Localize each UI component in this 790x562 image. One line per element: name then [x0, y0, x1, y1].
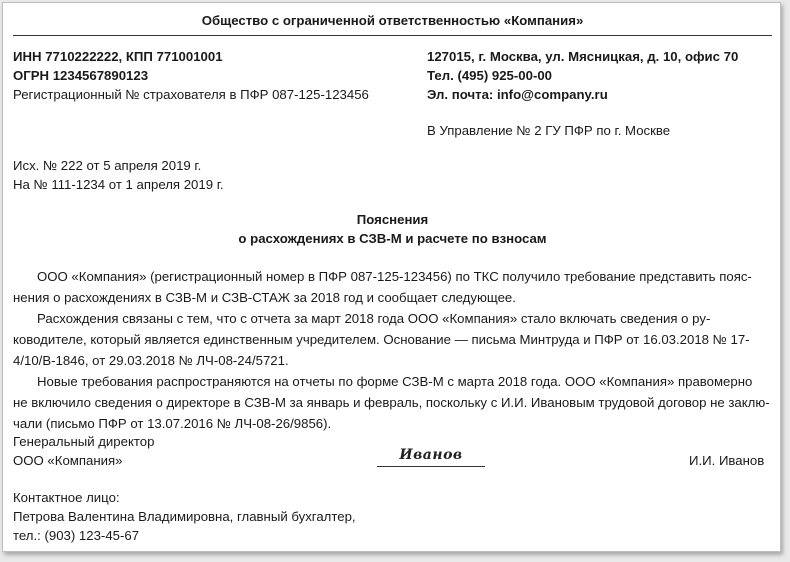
ogrn: ОГРН 1234567890123: [13, 68, 149, 83]
signer-name: И.И. Иванов: [689, 453, 765, 468]
signature-line: [377, 466, 485, 467]
contact-person-label: Контактное лицо:: [13, 490, 120, 505]
body-line: нения о расхождениях в СЗВ-М и СЗВ-СТАЖ за 2018 год и сообщает следующее.: [13, 290, 516, 305]
document-title: Пояснения: [356, 212, 429, 227]
signer-organization: ООО «Компания»: [13, 453, 123, 468]
inn-kpp: ИНН 7710222222, КПП 771001001: [13, 49, 223, 64]
body-line: чали (письмо ПФР от 13.07.2016 № ЛЧ-08-26/9856).: [13, 416, 332, 431]
handwritten-signature: Иванов: [399, 447, 463, 463]
letter-page: [2, 2, 781, 552]
company-address: 127015, г. Москва, ул. Мясницкая, д. 10, офис 70: [427, 49, 739, 64]
company-email: Эл. почта: info@company.ru: [427, 87, 608, 102]
pfr-registration-number: Регистрационный № страхователя в ПФР 087-125-123456: [13, 87, 369, 102]
contact-person-name: Петрова Валентина Владимировна, главный бухгалтер,: [13, 509, 356, 524]
body-line: Новые требования распространяются на отчеты по форме СЗВ-М с марта 2018 года. ООО «Компания» правомерно: [37, 374, 753, 389]
header-divider: [13, 35, 772, 36]
body-line: Расхождения связаны с тем, что с отчета за март 2018 года ООО «Компания» стало включать сведения о ру-: [37, 311, 711, 326]
incoming-reference: На № 111-1234 от 1 апреля 2019 г.: [13, 177, 224, 192]
contact-person-phone: тел.: (903) 123-45-67: [13, 528, 140, 543]
body-line: 4/10/В-1846, от 29.03.2018 № ЛЧ-08-24/5721.: [13, 353, 289, 368]
document-subtitle: о расхождениях в СЗВ-М и расчете по взносам: [238, 231, 547, 246]
outgoing-reference: Исх. № 222 от 5 апреля 2019 г.: [13, 158, 202, 173]
company-title: Общество с ограниченной ответственностью «Компания»: [201, 13, 584, 28]
body-line: не включило сведения о директоре в СЗВ-М за январь и февраль, поскольку с И.И. Ивановым трудовой договор не заклю-: [13, 395, 770, 410]
body-line: ководителе, который является единственным учредителем. Основание — письма Минтруда и ПФР от 16.03.2018 № 17-: [13, 332, 750, 347]
body-line: ООО «Компания» (регистрационный номер в ПФР 087-125-123456) по ТКС получило требование представить пояс-: [37, 269, 752, 284]
recipient: В Управление № 2 ГУ ПФР по г. Москве: [427, 123, 671, 138]
signer-position: Генеральный директор: [13, 434, 155, 449]
letter-body: [13, 266, 770, 434]
company-phone: Тел. (495) 925-00-00: [427, 68, 553, 83]
